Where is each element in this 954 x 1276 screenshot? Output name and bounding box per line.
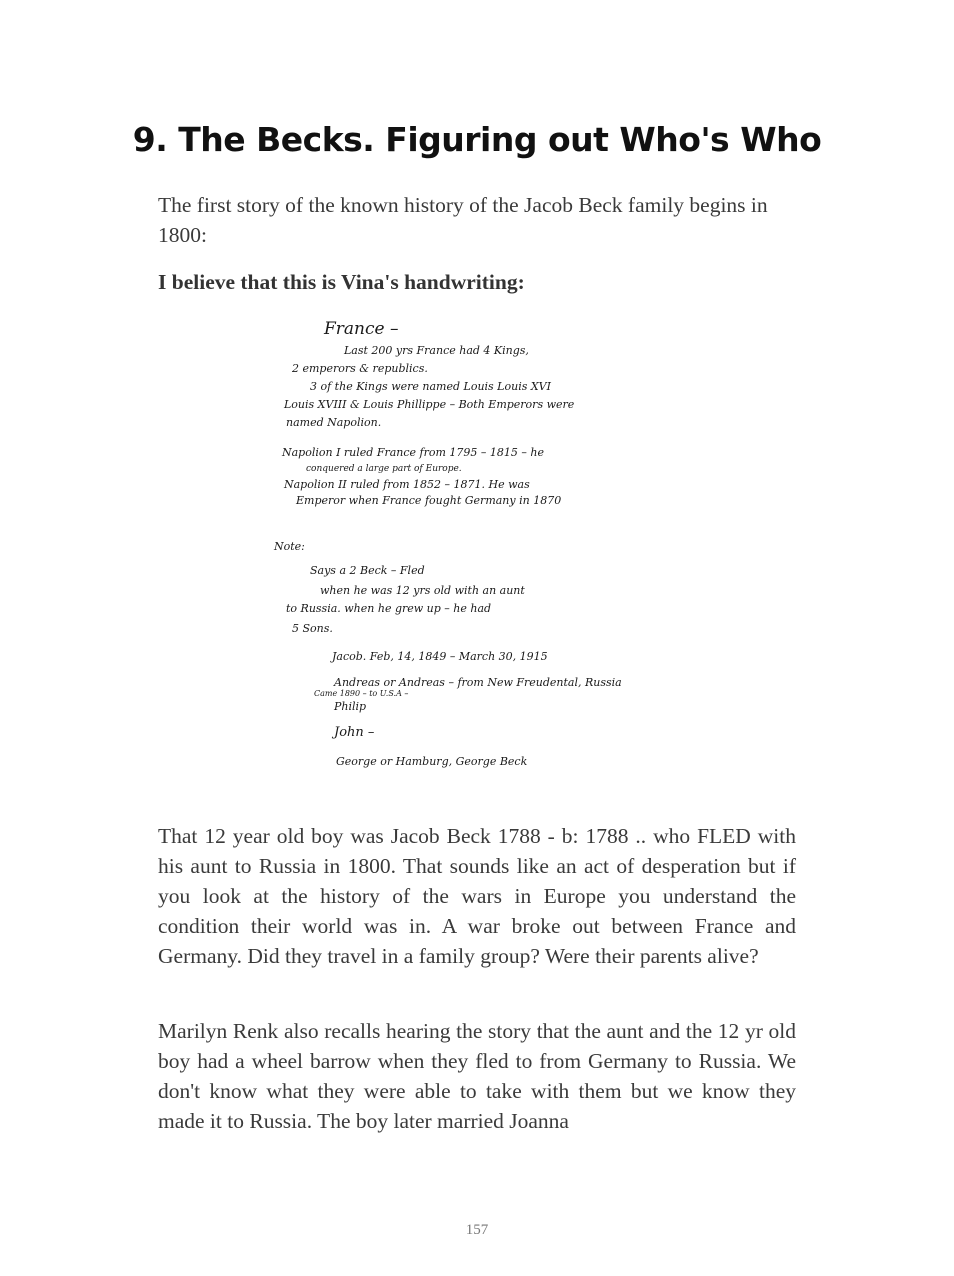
- note-line: Note:: [274, 540, 305, 553]
- note-line: Last 200 yrs France had 4 Kings,: [344, 344, 529, 357]
- note-line: Andreas or Andreas – from New Freudental, Russia: [334, 676, 622, 689]
- note-line: to Russia. when he grew up – he had: [286, 602, 492, 615]
- note-line: John –: [334, 725, 375, 740]
- note-line: Napolion I ruled France from 1795 – 1815 – he: [282, 446, 544, 459]
- intro-paragraph: The first story of the known history of the Jacob Beck family begins in 1800:: [158, 193, 768, 247]
- note-line: Came 1890 – to U.S.A –: [314, 689, 409, 698]
- note-line: Philip: [334, 700, 367, 713]
- note-line: Says a 2 Beck – Fled: [310, 564, 425, 577]
- note-line: 5 Sons.: [292, 622, 333, 635]
- note-line: conquered a large part of Europe.: [306, 464, 462, 474]
- note-line: Louis XVIII & Louis Phillippe – Both Emperors were: [284, 398, 575, 411]
- note-line: France –: [324, 319, 399, 339]
- note-line: 3 of the Kings were named Louis Louis XVI: [310, 380, 551, 393]
- handwritten-note-image: [254, 310, 700, 776]
- chapter-title: 9. The Becks. Figuring out Who's Who: [132, 120, 822, 159]
- handwriting-caption: I believe that this is Vina's handwriting:: [158, 270, 525, 294]
- story-paragraph-2: Marilyn Renk also recalls hearing the story that the aunt and the 12 yr old boy had a wheel barrow when they fled to from Germany to Russia. We don't know what they were able to take with them but we know they made it to Russia. The boy later married Joanna: [158, 1019, 796, 1133]
- note-line: when he was 12 yrs old with an aunt: [320, 584, 525, 597]
- page-number: 157: [465, 1222, 489, 1238]
- note-line: Napolion II ruled from 1852 – 1871. He was: [284, 478, 530, 491]
- note-line: Emperor when France fought Germany in 1870: [296, 494, 562, 507]
- note-line: 2 emperors & republics.: [292, 362, 428, 375]
- note-line: named Napolion.: [286, 416, 382, 429]
- note-line: George or Hamburg, George Beck: [336, 755, 528, 768]
- note-line: Jacob. Feb, 14, 1849 – March 30, 1915: [332, 650, 548, 663]
- story-paragraph-1: That 12 year old boy was Jacob Beck 1788 - b: 1788 .. who FLED with his aunt to Russia in 1800. That sounds like an act of desperation but if you look at the history of the wars in Europe you understand the condition their world was in. A war broke out between France and Germany. Did they travel in a family group? Were their parents alive?: [158, 824, 796, 968]
